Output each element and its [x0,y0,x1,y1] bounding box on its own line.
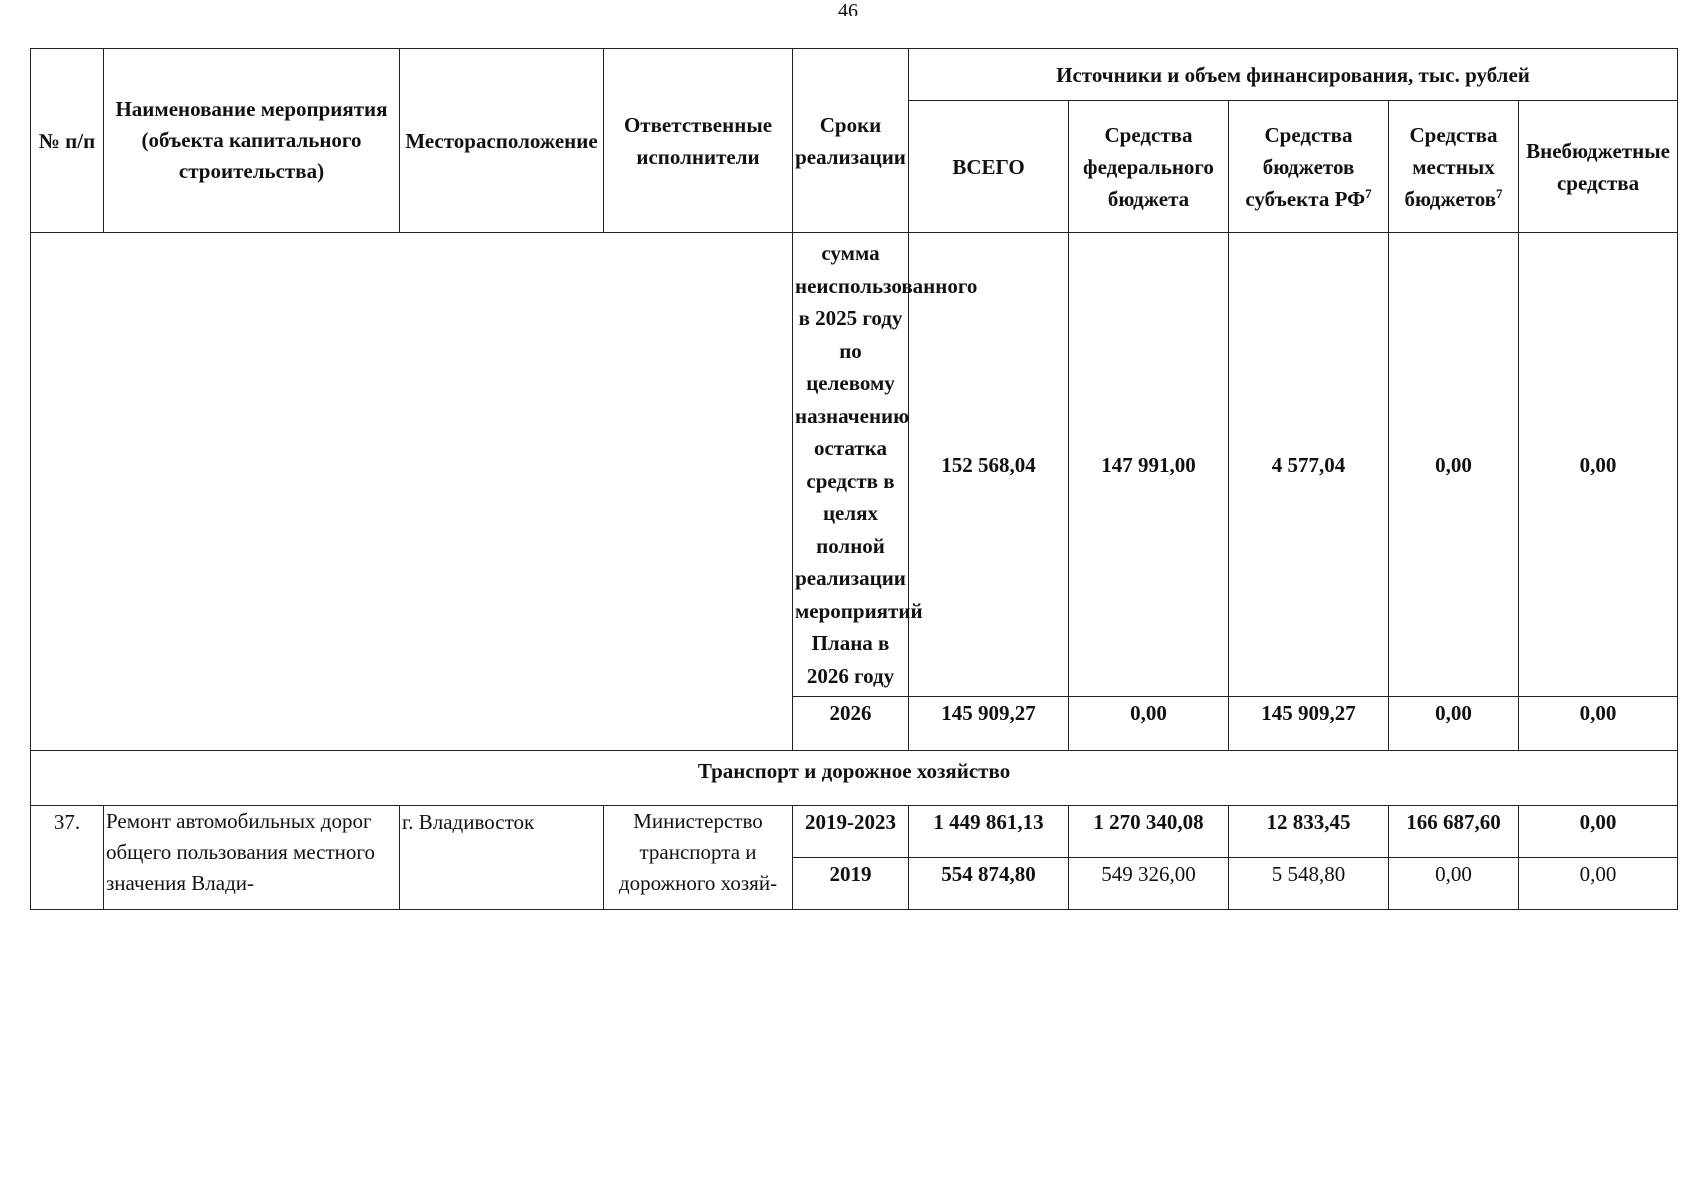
federal-cell: 1 270 340,08 [1069,806,1229,858]
local-cell: 0,00 [1389,858,1519,910]
header-local [1389,101,1519,233]
regional-cell: 4 577,04 [1229,233,1389,697]
header-local-footnote: 7 [1496,185,1503,201]
header-location: Месторасположение [400,49,604,233]
header-period: Сроки реализации [793,49,909,233]
header-regional-label: Средства бюджетов субъекта РФ [1245,122,1366,211]
period-cell: сумма неиспользованного в 2025 году по целевому назначению остатка средств в целях полной реализации мероприятий Плана в 2026 году [793,233,909,697]
regional-cell: 145 909,27 [1229,697,1389,751]
extra-cell: 0,00 [1519,806,1678,858]
federal-cell: 147 991,00 [1069,233,1229,697]
item-location: г. Владивосток [400,806,604,910]
header-responsible: Ответственные исполнители [604,49,793,233]
local-cell: 0,00 [1389,233,1519,697]
extra-cell: 0,00 [1519,858,1678,910]
table-row [31,233,1678,697]
federal-cell: 549 326,00 [1069,858,1229,910]
header-row-1 [31,49,1678,101]
federal-cell: 0,00 [1069,697,1229,751]
total-cell: 145 909,27 [909,697,1069,751]
period-cell: 2019 [793,858,909,910]
total-cell: 554 874,80 [909,858,1069,910]
period-cell: 2019-2023 [793,806,909,858]
header-federal: Средства федерального бюджета [1069,101,1229,233]
regional-cell: 12 833,45 [1229,806,1389,858]
header-regional [1229,101,1389,233]
section-row [31,751,1678,806]
local-cell: 166 687,60 [1389,806,1519,858]
section-title: Транспорт и дорожное хозяйство [31,751,1678,806]
item-name: Ремонт автомобильных дорог общего пользования местного значения Влади- [104,806,400,910]
header-total: ВСЕГО [909,101,1069,233]
item-responsible: Министерство транспорта и дорожного хозяй- [604,806,793,910]
header-name: Наименование мероприятия (объекта капитального строительства) [104,49,400,233]
header-num: № п/п [31,49,104,233]
page-number: 46 [838,2,858,16]
header-regional-footnote: 7 [1365,185,1372,201]
local-cell: 0,00 [1389,697,1519,751]
period-cell: 2026 [793,697,909,751]
header-local-label: Средства местных бюджетов [1404,122,1498,211]
item-num: 37. [31,806,104,910]
header-funding-group: Источники и объем финансирования, тыс. рублей [909,49,1678,101]
funding-table [30,48,1678,910]
total-cell: 152 568,04 [909,233,1069,697]
extra-cell: 0,00 [1519,233,1678,697]
table-row [31,806,1678,858]
total-cell: 1 449 861,13 [909,806,1069,858]
merged-empty-cell [31,233,793,751]
regional-cell: 5 548,80 [1229,858,1389,910]
extra-cell: 0,00 [1519,697,1678,751]
header-extra: Внебюджетные средства [1519,101,1678,233]
